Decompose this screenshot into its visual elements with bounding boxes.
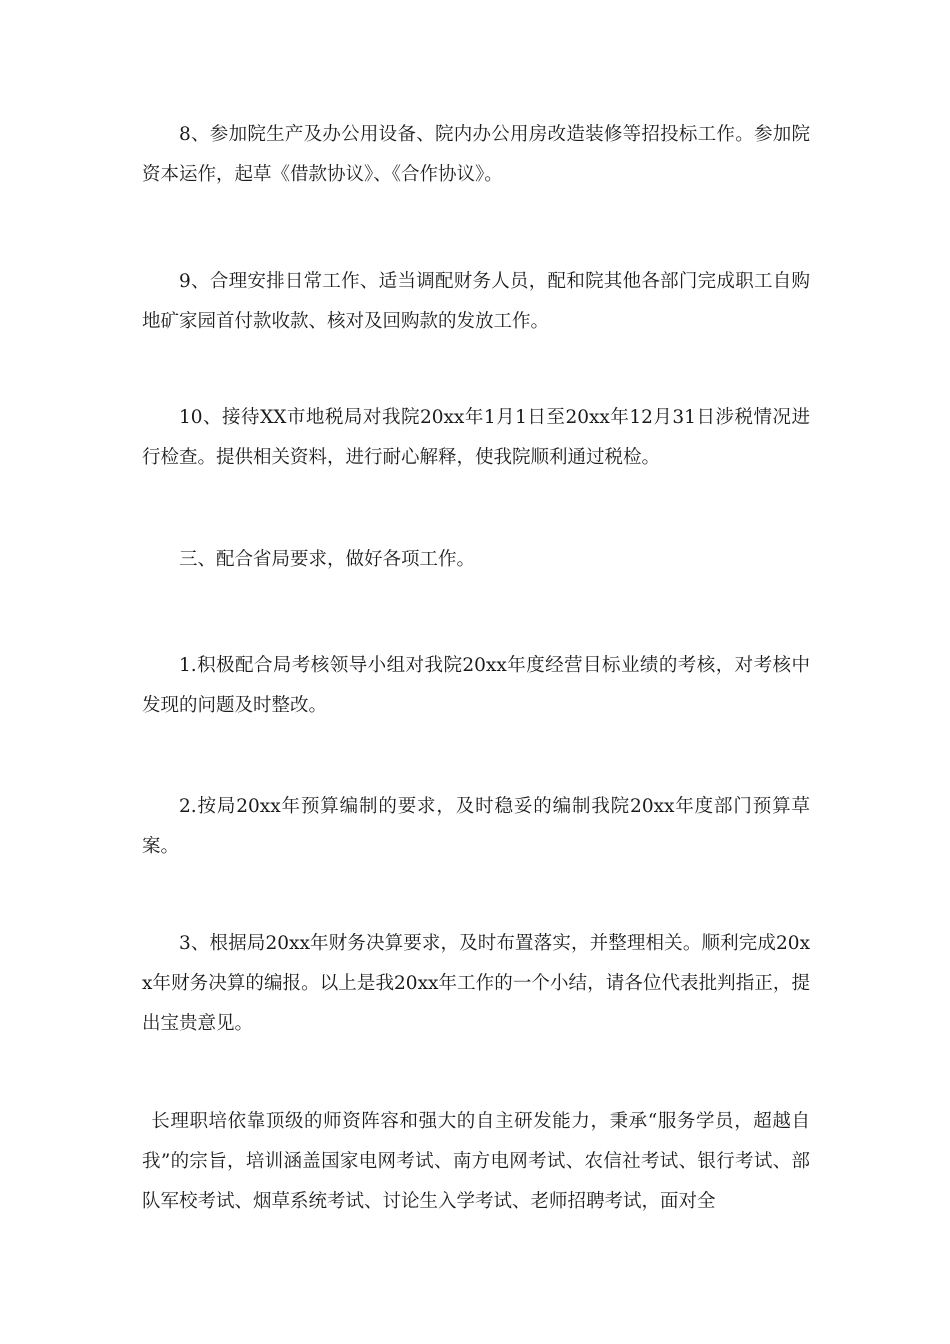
paragraph-subitem-1: 1.积极配合局考核领导小组对我院20xx年度经营目标业绩的考核，对考核中发现的问题及时整改。 bbox=[142, 655, 810, 716]
paragraph-item-9: 9、合理安排日常工作、适当调配财务人员，配和院其他各部门完成职工自购地矿家园首付款收款、核对及回购款的发放工作。 bbox=[142, 271, 810, 332]
paragraph-item-10: 10、接待XX市地税局对我院20xx年1月1日至20xx年12月31日涉税情况进行检查。提供相关资料，进行耐心解释，使我院顺利通过税检。 bbox=[142, 407, 810, 468]
paragraph-subitem-3: 3、根据局20xx年财务决算要求，及时布置落实，并整理相关。顺利完成20xx年财务决算的编报。以上是我20xx年工作的一个小结，请各位代表批判指正，提出宝贵意见。 bbox=[142, 933, 810, 1034]
paragraph-subitem-2: 2.按局20xx年预算编制的要求，及时稳妥的编制我院20xx年度部门预算草案。 bbox=[142, 796, 810, 857]
section-heading-3: 三、配合省局要求，做好各项工作。 bbox=[179, 549, 476, 570]
paragraph-item-8: 8、参加院生产及办公用设备、院内办公用房改造装修等招投标工作。参加院资本运作，起草《借款协议》、《合作协议》。 bbox=[142, 124, 810, 185]
promo-paragraph: 长理职培依靠顶级的师资阵容和强大的自主研发能力，秉承“服务学员，超越自我”的宗旨，培训涵盖国家电网考试、南方电网考试、农信社考试、银行考试、部队军校考试、烟草系统考试、讨论生入学考试、老师招聘考试，面对全 bbox=[142, 1111, 810, 1212]
